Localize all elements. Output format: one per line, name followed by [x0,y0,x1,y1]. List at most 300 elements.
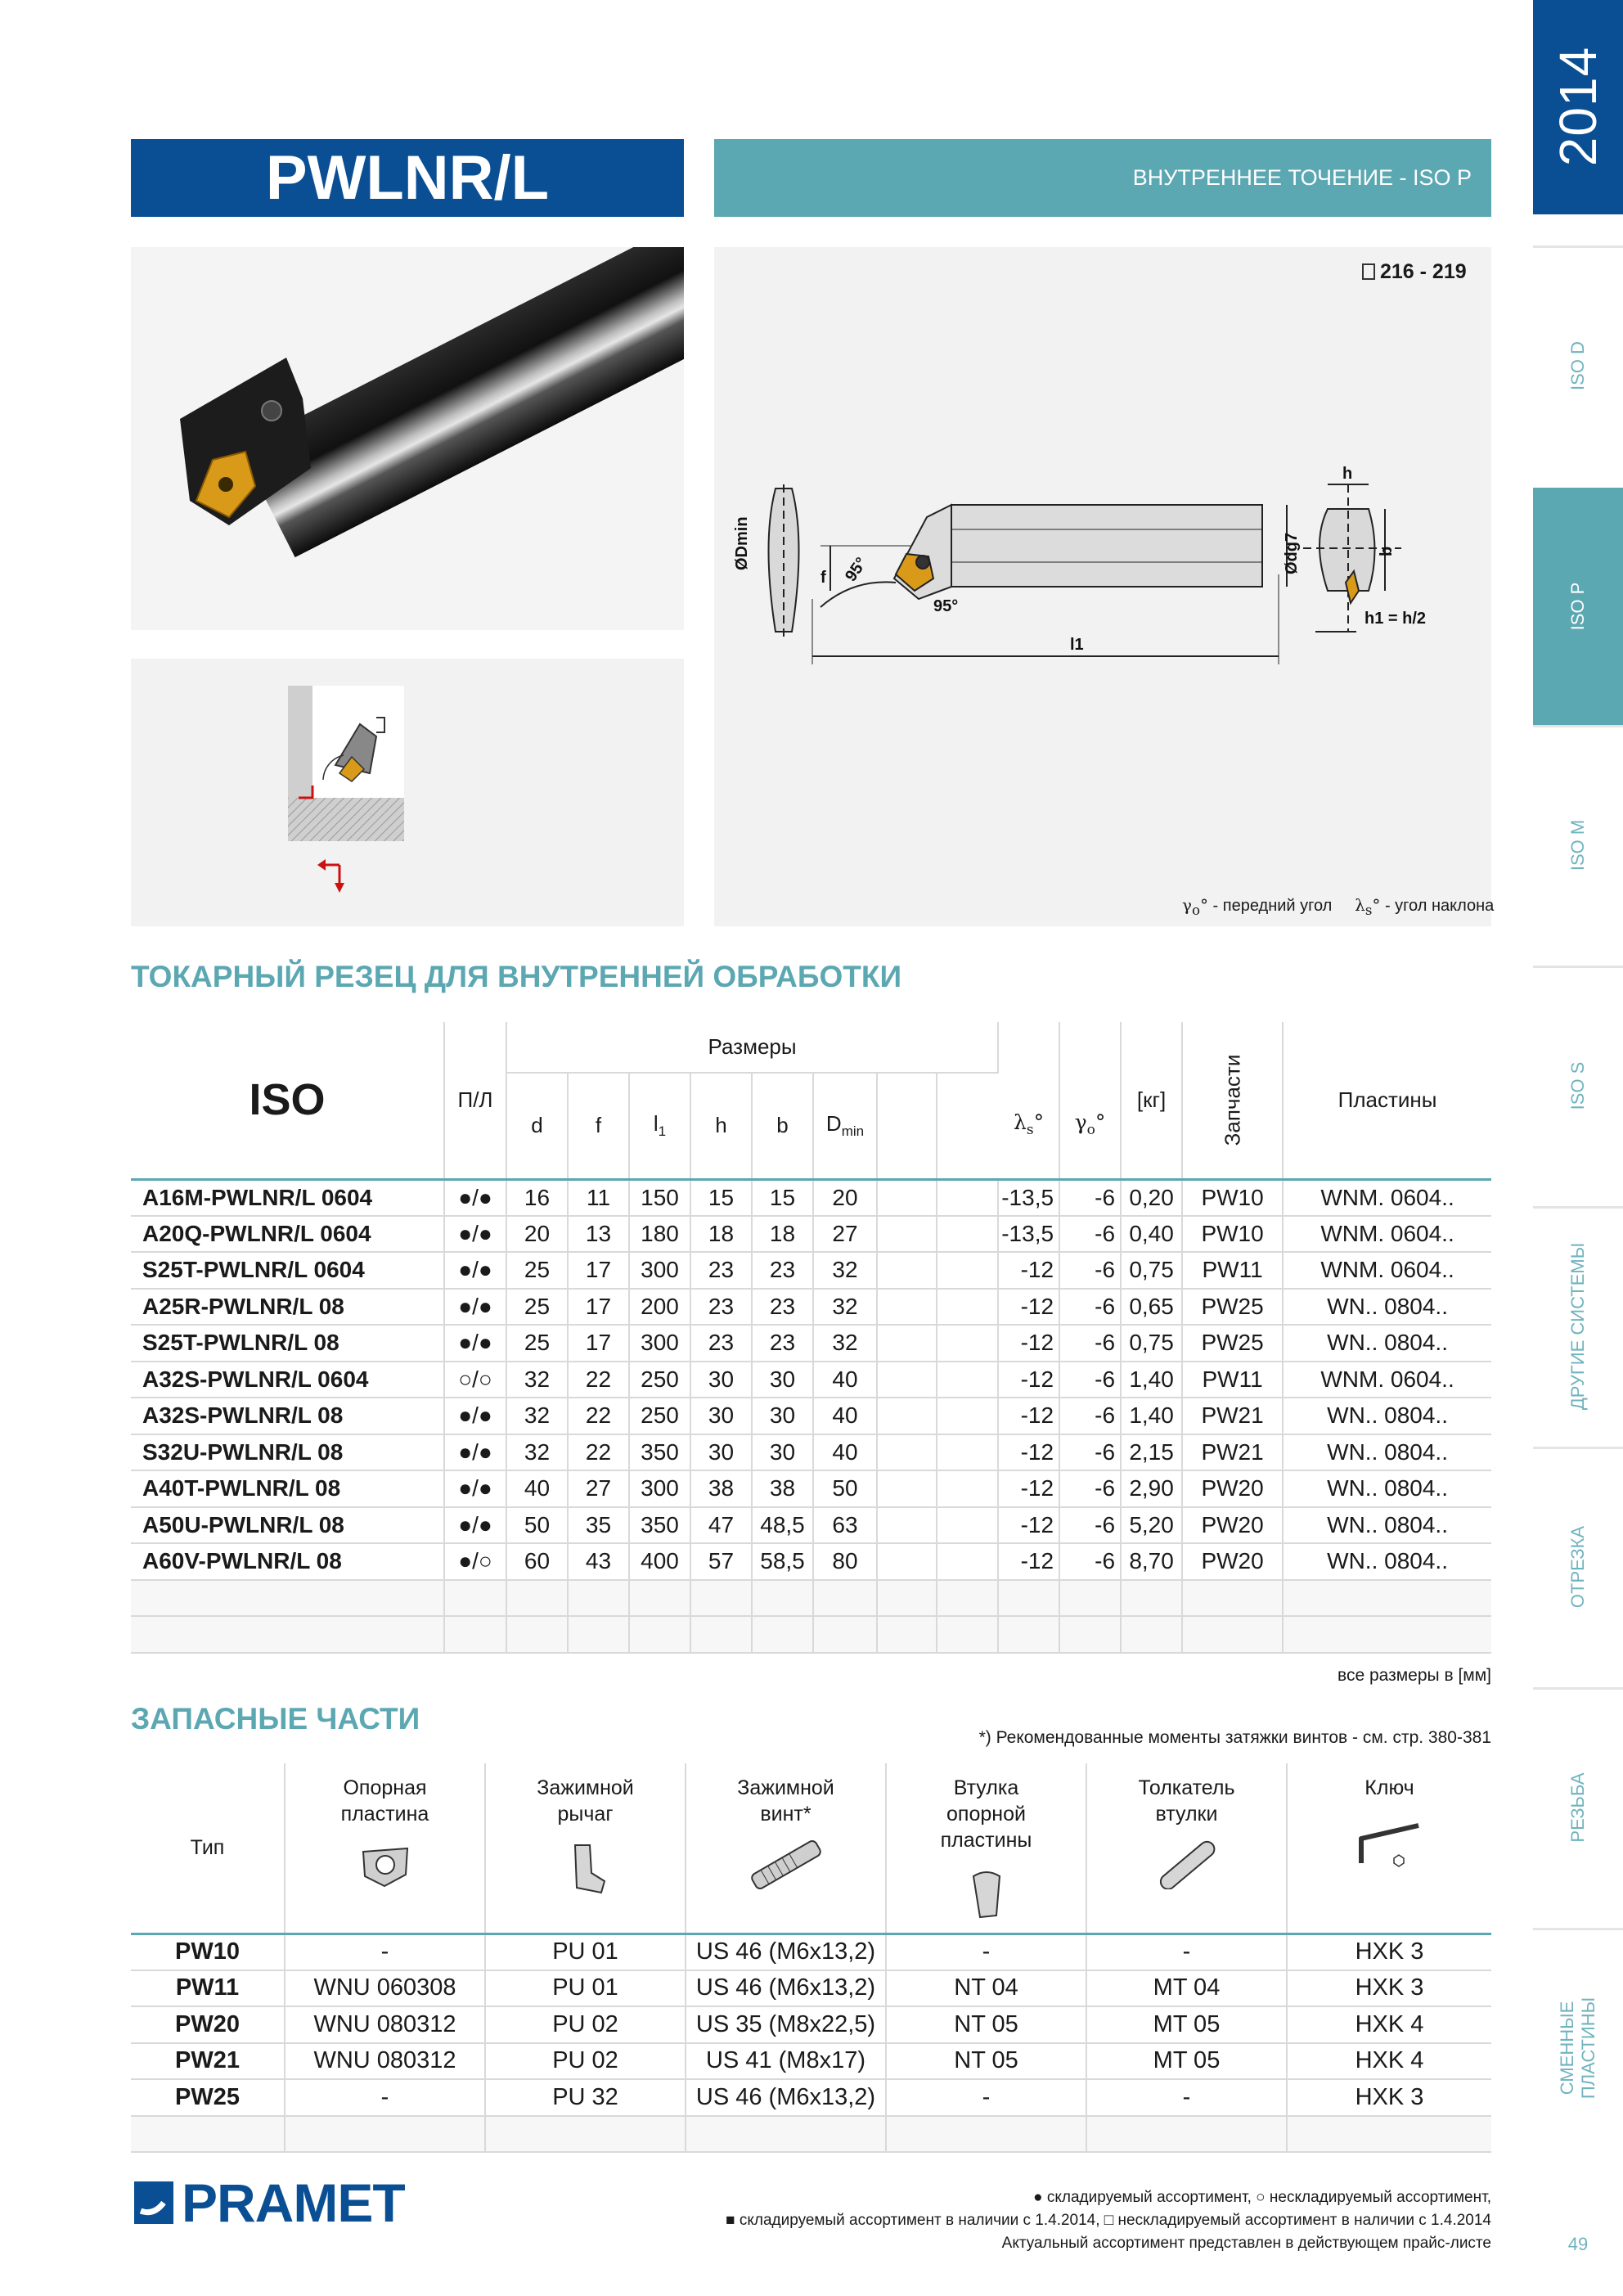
spare-row [131,2043,1491,2080]
cell-f: 43 [568,1543,629,1580]
cell-l1: 180 [629,1216,690,1253]
cell-key: HXK 3 [1287,1934,1491,1970]
cell-d: 16 [506,1179,568,1216]
cell-l1: 300 [629,1470,690,1507]
cell-h: 23 [690,1289,752,1326]
dimensions-note: все размеры в [мм] [1338,1666,1491,1685]
cell-pl: ●/● [444,1470,506,1507]
cell-sleeve: - [886,2079,1086,2116]
cell-type: PW11 [131,1970,285,2007]
product-title: PWLNR/L [265,143,550,213]
legend-line-1: ● складируемый ассортимент, ○ нескладируемый ассортимент, [1033,2189,1491,2206]
cell-d: 20 [506,1216,568,1253]
cell-kg: 0,65 [1121,1289,1182,1326]
cell-blank [937,1434,998,1471]
label-h1: h1 = h/2 [1364,610,1427,628]
cell-insert: WNM. 0604.. [1283,1362,1491,1398]
cell-lever: PU 01 [485,1934,686,1970]
col-sleeve: Втулка опорной пластины [886,1763,1086,1934]
cell-kg: 2,90 [1121,1470,1182,1507]
product-title-bar [131,139,684,217]
cell-shim: - [285,2079,485,2116]
cell-blank [568,1580,629,1617]
cell-punch: MT 04 [1086,1970,1287,2007]
year-label: 2014 [1549,46,1607,167]
rail-tab-inserts[interactable]: СМЕННЫЕ ПЛАСТИНЫ [1533,1928,1623,2165]
cell-b: 23 [752,1289,813,1326]
cell-blank [877,1325,937,1362]
cell-shim: WNU 080312 [285,2006,485,2043]
cell-blank [937,1398,998,1434]
cell-dmin: 80 [813,1543,877,1580]
shank-side [951,505,1262,587]
cell-f: 22 [568,1398,629,1434]
spare-row [131,1934,1491,1970]
col-dmin: $D_{min}$ [813,1073,877,1179]
cell-h: 15 [690,1179,752,1216]
cell-spare: PW11 [1182,1362,1283,1398]
dimension-drawing [714,247,1491,926]
label-f: f [820,569,826,587]
cell-h: 30 [690,1398,752,1434]
cell-blank [686,2116,886,2153]
cell-pl: ●/● [444,1398,506,1434]
cell-blank [1283,1616,1491,1653]
cell-blank [877,1434,937,1471]
cell-f: 35 [568,1507,629,1544]
cell-blank [629,1616,690,1653]
section-rail [1533,0,1623,2296]
cell-blank [444,1616,506,1653]
col-lambda: $\lambda_s^\circ$ [998,1022,1059,1179]
label-angle-b: 95° [933,597,959,615]
cell-gamma: -6 [1059,1179,1121,1216]
cell-blank [813,1616,877,1653]
cell-b: 30 [752,1398,813,1434]
cell-dmin: 27 [813,1216,877,1253]
tool-row [131,1325,1491,1362]
cell-pl: ●/● [444,1179,506,1216]
cell-key: HXK 4 [1287,2006,1491,2043]
cell-l1: 350 [629,1434,690,1471]
cell-sleeve: NT 05 [886,2043,1086,2080]
cell-code: A32S-PWLNR/L 0604 [131,1362,444,1398]
pramet-logo-mark [131,2178,177,2227]
rail-tab-threading[interactable]: РЕЗЬБА [1533,1687,1623,1925]
cell-blank [937,1470,998,1507]
cell-f: 22 [568,1362,629,1398]
cell-h: 23 [690,1325,752,1362]
cell-code: S32U-PWLNR/L 08 [131,1434,444,1471]
col-group-dims: Размеры [506,1022,998,1073]
cell-pl: ●/● [444,1434,506,1471]
cell-shim: WNU 060308 [285,1970,485,2007]
col-lever: Зажимной рычаг [485,1763,686,1934]
cell-l1: 400 [629,1543,690,1580]
tool-table [131,1022,1491,1654]
cell-key: HXK 3 [1287,2079,1491,2116]
rail-tab-parting[interactable]: ОТРЕЗКА [1533,1447,1623,1684]
label-angle-a: 95° [842,554,871,585]
boring-bar-illustration [131,247,684,630]
cell-blank [877,1398,937,1434]
tool-row [131,1289,1491,1326]
cell-gamma: -6 [1059,1398,1121,1434]
cell-blank [690,1616,752,1653]
cell-code: A20Q-PWLNR/L 0604 [131,1216,444,1253]
cell-l1: 150 [629,1179,690,1216]
lambda-symbol: $\lambda_s^\circ$ [1355,895,1381,918]
cell-blank [877,1362,937,1398]
cell-d: 32 [506,1434,568,1471]
cell-lambda: -12 [998,1543,1059,1580]
cell-blank [629,1580,690,1617]
cell-blank [1121,1580,1182,1617]
workpiece-hatch [288,798,404,841]
cell-screw: US 46 (M6x13,2) [686,1934,886,1970]
cell-blank [1182,1616,1283,1653]
col-l1: $l_1$ [629,1073,690,1179]
page-reference[interactable]: 216 - 219 [1362,260,1467,284]
rail-tab-iso-d[interactable]: ISO D [1533,245,1623,483]
label-h: h [1342,465,1353,483]
rail-tab-other-systems[interactable]: ДРУГИЕ СИСТЕМЫ [1533,1206,1623,1443]
cell-insert: WNM. 0604.. [1283,1252,1491,1289]
cell-blank [937,1543,998,1580]
cell-b: 48,5 [752,1507,813,1544]
cell-b: 23 [752,1325,813,1362]
cell-dmin: 40 [813,1434,877,1471]
cell-blank [506,1580,568,1617]
clamp-screw [262,401,281,421]
tool-row [131,1362,1491,1398]
col-h: h [690,1073,752,1179]
cell-punch: - [1086,1934,1287,1970]
machining-schematic [131,659,684,926]
cell-gamma: -6 [1059,1470,1121,1507]
document-icon [1362,263,1375,280]
shank-body [240,247,684,557]
cell-dmin: 40 [813,1362,877,1398]
cell-l1: 200 [629,1289,690,1326]
category-label: ВНУТРЕННЕЕ ТОЧЕНИЕ - ISO P [1132,165,1472,190]
cell-code: S25T-PWLNR/L 0604 [131,1252,444,1289]
col-punch: Толкатель втулки [1086,1763,1287,1934]
cell-blank [937,1616,998,1653]
cell-blank [444,1580,506,1617]
cell-h: 38 [690,1470,752,1507]
cell-blank [877,1216,937,1253]
cell-blank [937,1507,998,1544]
cell-type: PW20 [131,2006,285,2043]
cell-blank [886,2116,1086,2153]
cell-d: 25 [506,1289,568,1326]
cell-kg: 8,70 [1121,1543,1182,1580]
technical-drawing [714,247,1491,926]
cell-insert: WNM. 0604.. [1283,1216,1491,1253]
cell-f: 27 [568,1470,629,1507]
cell-type: PW25 [131,2079,285,2116]
cell-dmin: 32 [813,1252,877,1289]
cell-lambda: -12 [998,1434,1059,1471]
col-d: d [506,1073,568,1179]
col-shim: Опорная пластина [285,1763,485,1934]
cell-punch: MT 05 [1086,2006,1287,2043]
col-inserts: Пластины [1283,1022,1491,1179]
insert-screw [218,477,233,492]
empty-row [131,2116,1491,2153]
tool-row [131,1543,1491,1580]
cell-lambda: -12 [998,1470,1059,1507]
cell-l1: 300 [629,1252,690,1289]
tool-row [131,1507,1491,1544]
cell-insert: WN.. 0804.. [1283,1434,1491,1471]
cell-h: 30 [690,1362,752,1398]
cell-lever: PU 01 [485,1970,686,2007]
cell-kg: 1,40 [1121,1398,1182,1434]
cell-insert: WN.. 0804.. [1283,1398,1491,1434]
cell-l1: 350 [629,1507,690,1544]
legend-line-3: Актуальный ассортимент представлен в действующем прайс-листе [1001,2235,1491,2252]
cell-dmin: 40 [813,1398,877,1434]
cell-sleeve: NT 04 [886,1970,1086,2007]
cell-l1: 300 [629,1325,690,1362]
cell-blank [877,1252,937,1289]
tool-row [131,1470,1491,1507]
section-title-spares: ЗАПАСНЫЕ ЧАСТИ [131,1702,420,1736]
cell-blank [877,1616,937,1653]
col-pl: П/Л [444,1022,506,1179]
rail-tab-iso-s[interactable]: ISO S [1533,966,1623,1203]
cell-screw: US 46 (M6x13,2) [686,2079,886,2116]
cell-spare: PW20 [1182,1507,1283,1544]
cell-screw: US 41 (M8x17) [686,2043,886,2080]
cell-blank [877,1507,937,1544]
cell-lambda: -12 [998,1289,1059,1326]
cell-lambda: -13,5 [998,1179,1059,1216]
cell-spare: PW21 [1182,1398,1283,1434]
cell-b: 38 [752,1470,813,1507]
cell-blank [1287,2116,1491,2153]
cell-blank [506,1616,568,1653]
torque-note: *) Рекомендованные моменты затяжки винтов - см. стр. 380-381 [978,1728,1491,1747]
cell-blank [1059,1580,1121,1617]
cell-gamma: -6 [1059,1289,1121,1326]
rail-tab-iso-p[interactable]: ISO P [1533,488,1623,725]
tool-row [131,1216,1491,1253]
cell-blank [285,2116,485,2153]
cell-blank [813,1580,877,1617]
cell-blank [937,1325,998,1362]
cell-dmin: 32 [813,1289,877,1326]
cell-b: 23 [752,1252,813,1289]
sleeve-icon [962,1866,1011,1924]
cell-l1: 250 [629,1398,690,1434]
cell-gamma: -6 [1059,1543,1121,1580]
tool-row [131,1252,1491,1289]
angle-legend: $\gamma_o^\circ$ - передний угол $\lambda_s^\circ$ - угол наклона [1182,895,1495,918]
cell-spare: PW11 [1182,1252,1283,1289]
page-number: 49 [1567,2234,1589,2254]
cell-f: 22 [568,1434,629,1471]
cell-code: A50U-PWLNR/L 08 [131,1507,444,1544]
cell-d: 40 [506,1470,568,1507]
cell-blank [937,1252,998,1289]
cell-d: 25 [506,1252,568,1289]
spare-row [131,2006,1491,2043]
cell-h: 23 [690,1252,752,1289]
cell-blank [877,1289,937,1326]
col-b: b [752,1073,813,1179]
cell-blank [131,2116,285,2153]
cell-pl: ●/○ [444,1543,506,1580]
cell-f: 13 [568,1216,629,1253]
cell-lambda: -12 [998,1362,1059,1398]
cell-h: 57 [690,1543,752,1580]
cell-sleeve: NT 05 [886,2006,1086,2043]
cell-blank [752,1616,813,1653]
cell-d: 32 [506,1362,568,1398]
cell-lambda: -13,5 [998,1216,1059,1253]
cell-b: 30 [752,1434,813,1471]
year-badge [1533,0,1623,214]
cell-punch: MT 05 [1086,2043,1287,2080]
cell-pl: ●/● [444,1325,506,1362]
cell-dmin: 32 [813,1325,877,1362]
cell-kg: 5,20 [1121,1507,1182,1544]
cell-code: A40T-PWLNR/L 08 [131,1470,444,1507]
cell-screw: US 46 (M6x13,2) [686,1970,886,2007]
rail-tab-iso-m[interactable]: ISO M [1533,725,1623,962]
cell-spare: PW10 [1182,1179,1283,1216]
cell-d: 25 [506,1325,568,1362]
tool-row [131,1434,1491,1471]
col-iso: ISO [131,1022,444,1179]
cell-spare: PW25 [1182,1289,1283,1326]
empty-row [131,1616,1491,1653]
col-screw: Зажимной винт* [686,1763,886,1934]
cell-pl: ●/● [444,1507,506,1544]
cell-gamma: -6 [1059,1216,1121,1253]
cell-d: 32 [506,1398,568,1434]
cell-lever: PU 02 [485,2043,686,2080]
cell-spare: PW20 [1182,1470,1283,1507]
cell-gamma: -6 [1059,1325,1121,1362]
spare-parts-table [131,1763,1491,2153]
internal-turning-diagram [131,659,684,926]
cell-insert: WN.. 0804.. [1283,1543,1491,1580]
cell-gamma: -6 [1059,1252,1121,1289]
cell-code: A60V-PWLNR/L 08 [131,1543,444,1580]
cell-spare: PW25 [1182,1325,1283,1362]
lever-icon [557,1840,614,1898]
shim-icon [357,1840,414,1889]
cell-punch: - [1086,2079,1287,2116]
cell-blank [877,1179,937,1216]
cell-insert: WN.. 0804.. [1283,1470,1491,1507]
tool-row [131,1398,1491,1434]
cell-code: S25T-PWLNR/L 08 [131,1325,444,1362]
cell-h: 30 [690,1434,752,1471]
cell-blank [690,1580,752,1617]
cell-code: A16M-PWLNR/L 0604 [131,1179,444,1216]
cell-kg: 0,40 [1121,1216,1182,1253]
section-title-tools: ТОКАРНЫЙ РЕЗЕЦ ДЛЯ ВНУТРЕННЕЙ ОБРАБОТКИ [131,960,902,993]
cell-f: 17 [568,1252,629,1289]
cell-type: PW21 [131,2043,285,2080]
tool-row [131,1179,1491,1216]
cell-blank [1182,1580,1283,1617]
cell-kg: 1,40 [1121,1362,1182,1398]
label-b: b [1378,546,1396,556]
cell-h: 47 [690,1507,752,1544]
cell-blank [568,1616,629,1653]
cell-gamma: -6 [1059,1507,1121,1544]
cell-pl: ●/● [444,1289,506,1326]
cell-shim: - [285,1934,485,1970]
cell-code: A32S-PWLNR/L 08 [131,1398,444,1434]
cell-spare: PW21 [1182,1434,1283,1471]
cell-key: HXK 3 [1287,1970,1491,2007]
cell-blank [752,1580,813,1617]
cell-d: 50 [506,1507,568,1544]
cell-lambda: -12 [998,1252,1059,1289]
col-key: Ключ [1287,1763,1491,1934]
cell-blank [937,1580,998,1617]
cell-dmin: 50 [813,1470,877,1507]
cell-blank [877,1470,937,1507]
cell-insert: WN.. 0804.. [1283,1289,1491,1326]
cell-blank [131,1580,444,1617]
cell-kg: 0,20 [1121,1179,1182,1216]
pramet-logo-text: PRAMET [182,2172,405,2233]
cell-type: PW10 [131,1934,285,1970]
cell-lambda: -12 [998,1325,1059,1362]
cell-blank [485,2116,686,2153]
cell-blank [1086,2116,1287,2153]
cell-blank [877,1543,937,1580]
cell-blank [998,1616,1059,1653]
col-blank-2 [937,1073,998,1179]
label-l1: l1 [1070,636,1084,654]
spare-row [131,2079,1491,2116]
cell-insert: WN.. 0804.. [1283,1507,1491,1544]
cell-lambda: -12 [998,1398,1059,1434]
col-type: Тип [131,1763,285,1934]
gamma-symbol: $\gamma_o^\circ$ [1182,895,1208,918]
cell-d: 60 [506,1543,568,1580]
cell-blank [1059,1616,1121,1653]
label-dg7: Ødg7 [1283,532,1301,574]
cell-gamma: -6 [1059,1362,1121,1398]
cell-pl: ○/○ [444,1362,506,1398]
cell-b: 30 [752,1362,813,1398]
col-gamma: $\gamma_o^\circ$ [1059,1022,1121,1179]
tool-photo [131,247,684,630]
hex-key-icon [1345,1814,1435,1871]
cell-b: 58,5 [752,1543,813,1580]
cell-lever: PU 32 [485,2079,686,2116]
cell-b: 15 [752,1179,813,1216]
cell-dmin: 63 [813,1507,877,1544]
cell-b: 18 [752,1216,813,1253]
cell-screw: US 35 (M8x22,5) [686,2006,886,2043]
cell-l1: 250 [629,1362,690,1398]
cell-spare: PW10 [1182,1216,1283,1253]
cell-pl: ●/● [444,1252,506,1289]
cell-gamma: -6 [1059,1434,1121,1471]
col-spares: Запчасти [1182,1022,1283,1179]
